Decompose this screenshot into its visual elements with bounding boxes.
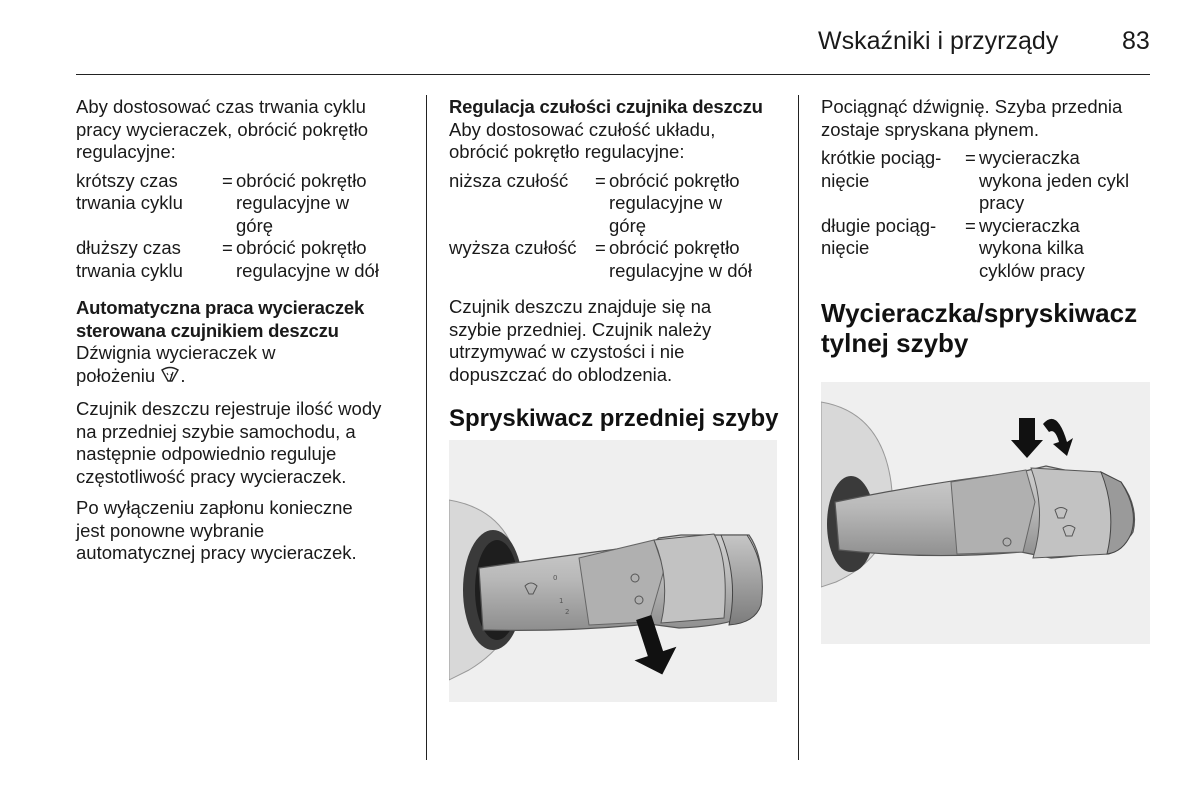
def-term: dłuższy czas trwania cyklu [76, 237, 183, 281]
page-number: 83 [1122, 27, 1150, 55]
front-washer-figure [449, 440, 777, 702]
def-value: = wycieraczka wykona jeden cykl pracy [965, 147, 1130, 213]
def-value: = obrócić pokrętło regulacyjne w górę [222, 169, 367, 236]
column-3 [821, 96, 1151, 358]
sensitivity-list [449, 170, 783, 283]
def-term: wyższa czułość [449, 237, 577, 258]
svg-text:2: 2 [565, 608, 570, 616]
intro-paragraph: Aby dostosować czas trwania cyklu pracy wycieraczek, obrócić pokrętło regulacyjne: [76, 96, 368, 162]
subheading-auto-wipers: Automatyczna praca wycieraczek sterowana czujnikiem deszczu [76, 297, 365, 341]
page-header-title: Wskaźniki i przyrządy [818, 27, 1059, 55]
pull-lever-paragraph: Pociągnąć dźwignię. Szyba przednia zostaje spryskana płynem. [821, 96, 1123, 140]
header-rule [76, 74, 1150, 75]
subheading-sensitivity: Regulacja czułości czujnika deszczu [449, 96, 763, 117]
def-term: krótkie pociąg- nięcie [821, 147, 942, 191]
pull-duration-list [821, 147, 1151, 282]
rear-wiper-figure [821, 382, 1150, 644]
sensor-location-paragraph: Czujnik deszczu znajduje się na szybie przedniej. Czujnik należy utrzymywać w czystości i nie dopuszczać do oblodzenia. [449, 296, 712, 385]
ignition-paragraph: Po wyłączeniu zapłonu konieczne jest ponowne wybranie automatycznej pracy wycieraczek. [76, 497, 357, 563]
column-divider-1 [426, 95, 427, 760]
def-value: = obrócić pokrętło regulacyjne w dół [222, 237, 379, 281]
svg-text:1: 1 [559, 597, 564, 605]
def-value: = obrócić pokrętło regulacyjne w górę [595, 169, 740, 236]
def-value: = obrócić pokrętło regulacyjne w dół [595, 237, 752, 281]
svg-text:0: 0 [553, 574, 558, 582]
rain-sensor-paragraph: Czujnik deszczu rejestruje ilość wody na przedniej szybie samochodu, a następnie odpowiednio reguluje częstotliwość pracy wycieraczek. [76, 398, 382, 487]
heading-rear-wiper: Wycieraczka/spryskiwacz tylnej szyby [821, 298, 1138, 358]
rain-sensor-wiper-icon [160, 366, 180, 390]
def-term: długie pociąg- nięcie [821, 214, 937, 258]
column-divider-2 [798, 95, 799, 760]
cycle-duration-list [76, 170, 412, 283]
sensitivity-intro: Aby dostosować czułość układu, obrócić pokrętło regulacyjne: [449, 118, 716, 162]
wiper-lever-rotate-illustration [821, 382, 1150, 644]
def-term: krótszy czas trwania cyklu [76, 169, 183, 213]
lever-position-paragraph: Dźwignia wycieraczek w położeniu . [76, 342, 412, 389]
heading-front-washer: Spryskiwacz przedniej szyby [449, 405, 779, 432]
column-1 [76, 96, 412, 565]
wiper-lever-pull-down-illustration [449, 440, 777, 702]
def-value: = wycieraczka wykona kilka cyklów pracy [965, 214, 1085, 281]
def-term: niższa czułość [449, 169, 569, 191]
column-2 [449, 96, 783, 434]
rotate-arrow-icon [1011, 418, 1073, 458]
